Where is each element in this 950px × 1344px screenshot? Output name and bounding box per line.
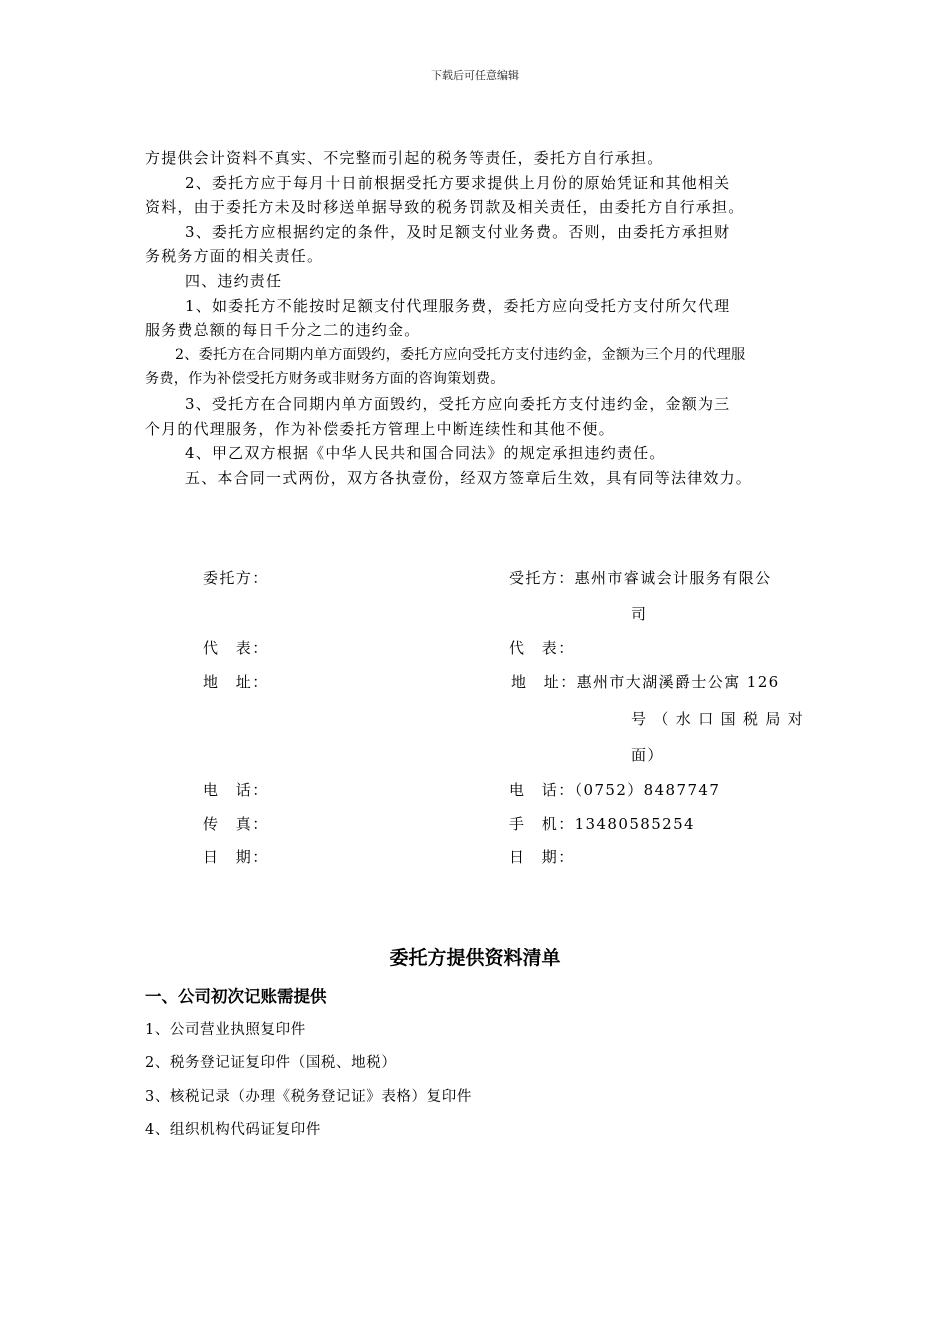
body-line: 五、本合同一式两份，双方各执壹份，经双方签章后生效，具有同等法律效力。 xyxy=(185,468,753,487)
section-heading: 一、公司初次记账需提供 xyxy=(145,987,327,1006)
body-line: 1、如委托方不能按时足额支付代理服务费，委托方应向受托方支付所欠代理 xyxy=(185,296,731,315)
list-item: 3、核税记录（办理《税务登记证》表格）复印件 xyxy=(145,1089,472,1105)
section-heading-breach: 四、违约责任 xyxy=(185,271,283,290)
header-note: 下载后可任意编辑 xyxy=(431,69,519,82)
client-date-label: 日 期： xyxy=(203,848,269,866)
body-line: 3、受托方在合同期内单方面毁约，受托方应向委托方支付违约金，金额为三 xyxy=(185,394,731,413)
list-item: 4、组织机构代码证复印件 xyxy=(145,1122,321,1138)
agent-address: 地 址：惠州市大湖溪爵士公寓 126 xyxy=(511,673,780,691)
body-line: 方提供会计资料不真实、不完整而引起的税务等责任，委托方自行承担。 xyxy=(145,149,664,167)
agent-mobile: 手 机：13480585254 xyxy=(509,815,695,833)
body-line: 务税务方面的相关责任。 xyxy=(145,247,324,266)
body-line: 2、委托方应于每月十日前根据受托方要求提供上月份的原始凭证和其他相关 xyxy=(185,173,731,192)
body-line: 务费，作为补偿受托方财务或非财务方面的咨询策划费。 xyxy=(145,371,505,388)
agent-party-cont: 司 xyxy=(631,605,648,623)
client-phone-label: 电 话： xyxy=(203,781,269,799)
agent-date-label: 日 期： xyxy=(509,848,575,866)
list-title: 委托方提供资料清单 xyxy=(389,947,561,969)
body-line: 4、甲乙双方根据《中华人民共和国合同法》的规定承担违约责任。 xyxy=(185,444,666,463)
body-line: 3、委托方应根据约定的条件，及时足额支付业务费。否则，由委托方承担财 xyxy=(185,222,731,241)
body-line: 2、委托方在合同期内单方面毁约，委托方应向受托方支付违约金，金额为三个月的代理服 xyxy=(175,346,746,363)
client-rep-label: 代 表： xyxy=(203,639,269,657)
agent-address-cont: 号（水口国税局对 xyxy=(631,710,811,728)
body-line: 服务费总额的每日千分之二的违约金。 xyxy=(145,321,421,340)
agent-address-cont: 面） xyxy=(631,746,664,764)
agent-party: 受托方：惠州市睿诚会计服务有限公 xyxy=(509,569,772,587)
body-line: 资料，由于委托方未及时移送单据导致的税务罚款及相关责任，由委托方自行承担。 xyxy=(145,198,745,217)
body-line: 个月的代理服务，作为补偿委托方管理上中断连续性和其他不便。 xyxy=(145,419,615,438)
list-item: 2、税务登记证复印件（国税、地税） xyxy=(145,1055,397,1071)
client-party-label: 委托方： xyxy=(203,569,269,587)
client-fax-label: 传 真： xyxy=(203,815,269,833)
list-item: 1、公司营业执照复印件 xyxy=(145,1022,306,1038)
client-address-label: 地 址： xyxy=(203,673,269,691)
agent-rep-label: 代 表： xyxy=(509,639,575,657)
contract-body xyxy=(145,146,825,490)
agent-phone: 电 话：（0752）8487747 xyxy=(509,781,721,799)
